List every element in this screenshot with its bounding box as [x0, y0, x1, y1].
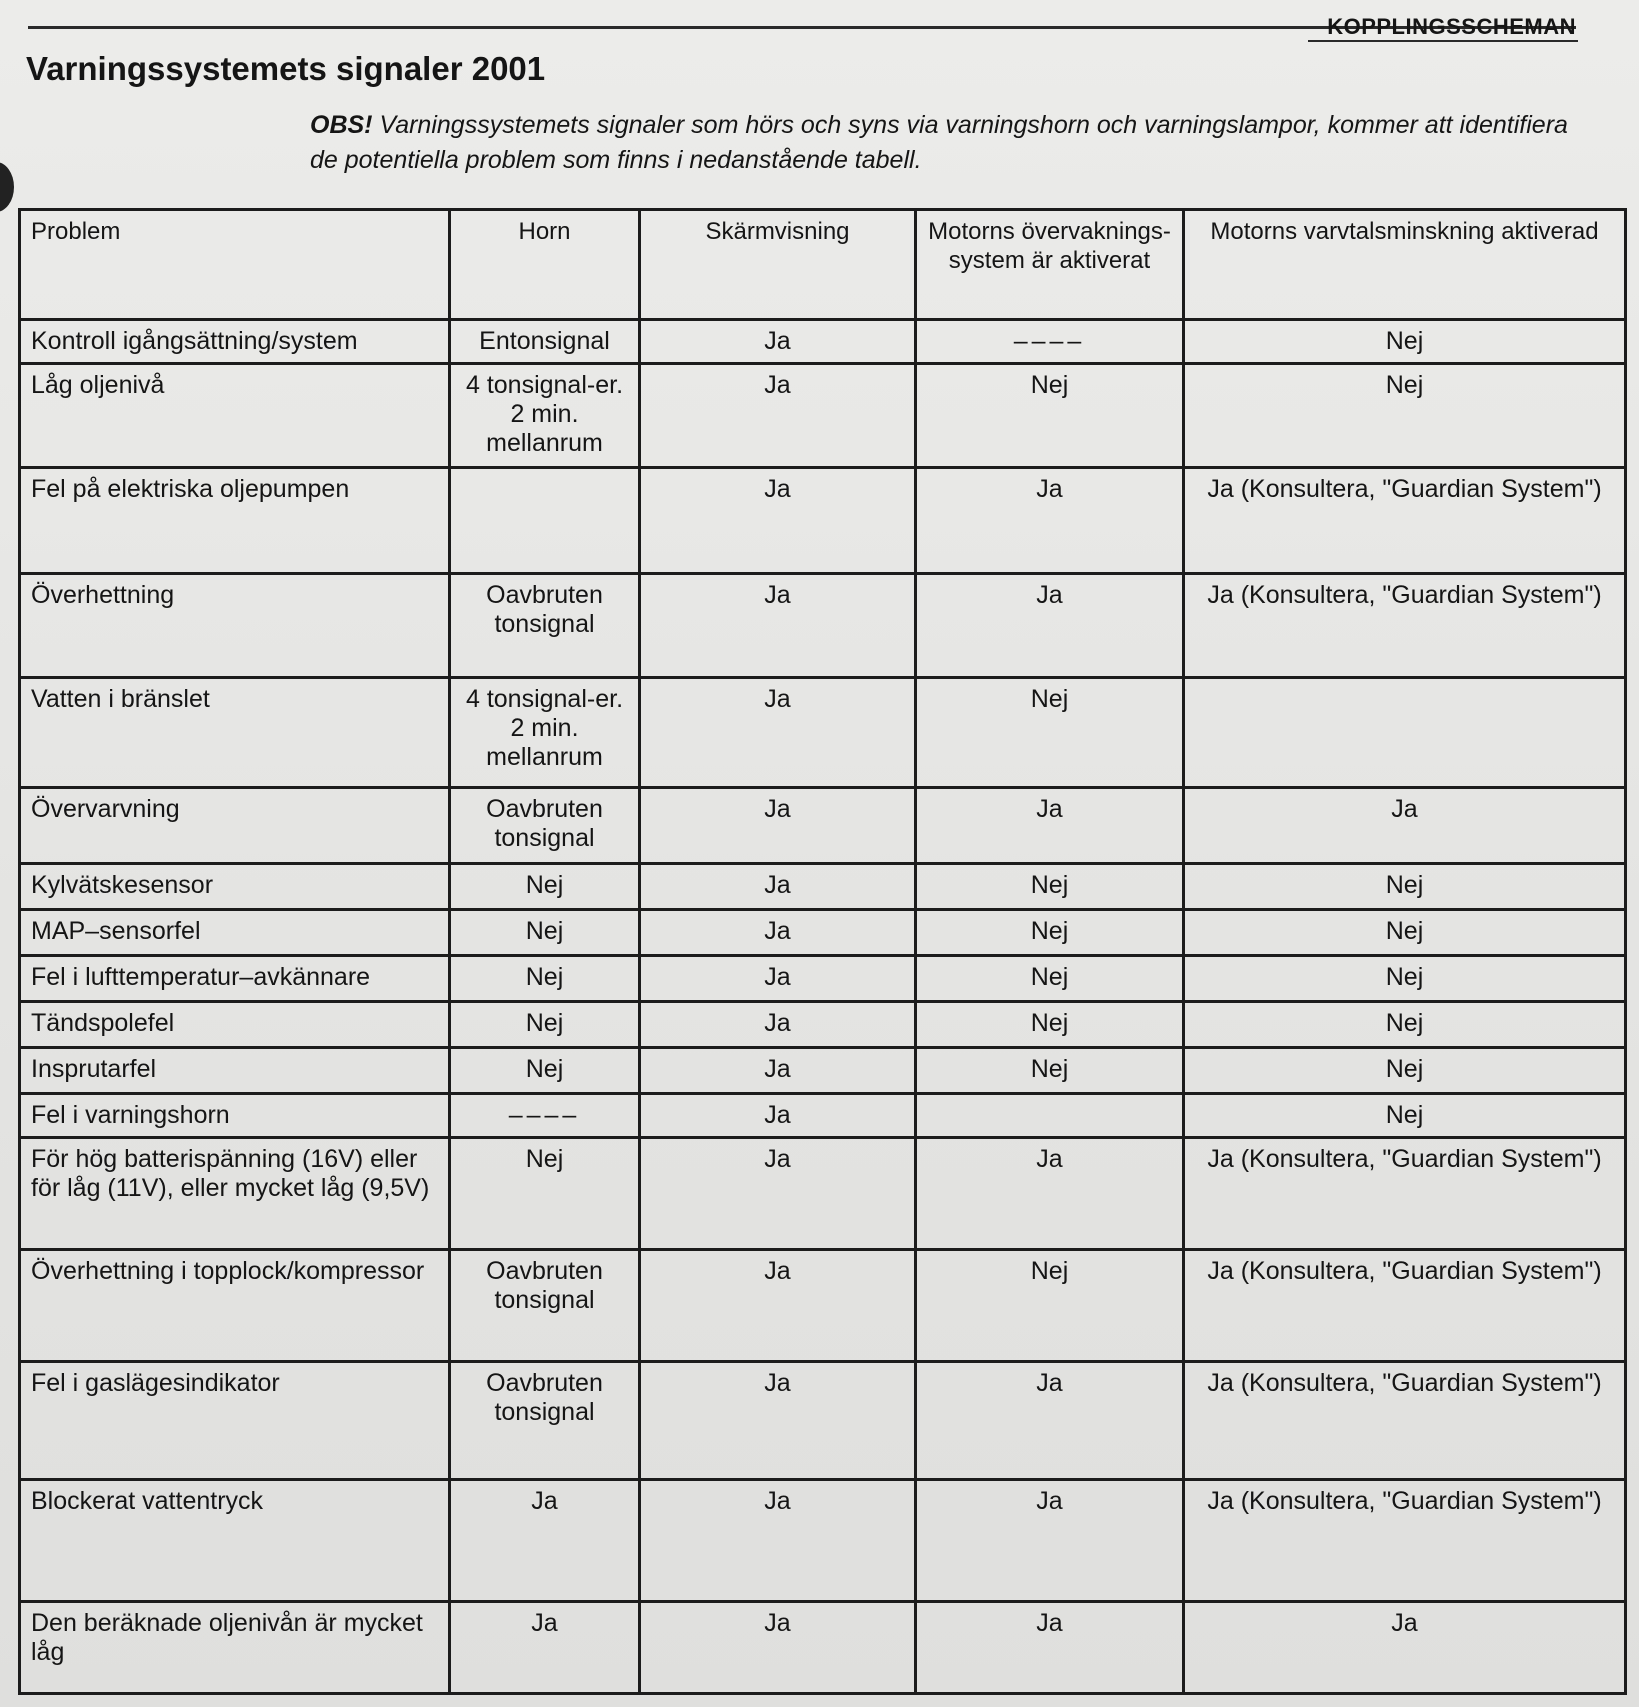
cell-horn: Nej: [450, 1048, 640, 1094]
cell-horn: Ja: [450, 1602, 640, 1694]
header-monitoring: Motorns övervaknings-system är aktiverat: [916, 210, 1184, 320]
section-label: KOPPLINGSSCHEMAN: [1327, 14, 1576, 39]
cell-rpm: Nej: [1184, 1002, 1626, 1048]
cell-problem: Fel i gaslägesindikator: [20, 1362, 450, 1480]
cell-monitoring: Ja: [916, 1362, 1184, 1480]
cell-horn: ––––: [450, 1094, 640, 1138]
cell-horn: Ja: [450, 1480, 640, 1602]
cell-display: Ja: [640, 1002, 916, 1048]
cell-horn: Oavbruten tonsignal: [450, 1362, 640, 1480]
cell-monitoring: Nej: [916, 678, 1184, 788]
table-row: [20, 574, 1626, 678]
cell-horn: Nej: [450, 910, 640, 956]
table-row: [20, 788, 1626, 864]
table-row: [20, 1480, 1626, 1602]
header-display: Skärmvisning: [640, 210, 916, 320]
cell-rpm: Nej: [1184, 910, 1626, 956]
cell-display: Ja: [640, 1250, 916, 1362]
cell-problem: Överhettning i topplock/kompressor: [20, 1250, 450, 1362]
cell-problem: MAP–sensorfel: [20, 910, 450, 956]
cell-problem: Insprutarfel: [20, 1048, 450, 1094]
cell-horn: Nej: [450, 864, 640, 910]
table-row: [20, 1138, 1626, 1250]
cell-horn: 4 tonsignal-er. 2 min. mellanrum: [450, 678, 640, 788]
cell-display: Ja: [640, 364, 916, 468]
cell-monitoring: Nej: [916, 1250, 1184, 1362]
page-edge-marker: [0, 162, 14, 212]
page-title: Varningssystemets signaler 2001: [26, 50, 546, 87]
cell-display: Ja: [640, 1362, 916, 1480]
cell-monitoring: Nej: [916, 1048, 1184, 1094]
table-row: [20, 1094, 1626, 1138]
cell-problem: Kontroll igångsättning/system: [20, 320, 450, 364]
header-problem: Problem: [20, 210, 450, 320]
cell-display: Ja: [640, 788, 916, 864]
cell-problem: Övervarvning: [20, 788, 450, 864]
cell-problem: Fel i lufttemperatur–avkännare: [20, 956, 450, 1002]
cell-display: Ja: [640, 678, 916, 788]
cell-monitoring: Ja: [916, 468, 1184, 574]
cell-problem: Vatten i bränslet: [20, 678, 450, 788]
cell-problem: Den beräknade oljenivån är mycket låg: [20, 1602, 450, 1694]
cell-horn: Nej: [450, 1138, 640, 1250]
cell-rpm: Nej: [1184, 1094, 1626, 1138]
obs-note-text: Varningssystemets signaler som hörs och syns via varningshorn och varningslampor, kommer att identifiera de potentiella problem som finns i nedanstående tabell.: [310, 111, 1568, 174]
cell-monitoring: Nej: [916, 956, 1184, 1002]
cell-monitoring: Nej: [916, 910, 1184, 956]
cell-monitoring: Nej: [916, 364, 1184, 468]
cell-rpm: Ja: [1184, 788, 1626, 864]
cell-rpm: Ja (Konsultera, "Guardian System"): [1184, 1362, 1626, 1480]
table-row: [20, 678, 1626, 788]
cell-rpm: Nej: [1184, 1048, 1626, 1094]
cell-monitoring: Ja: [916, 1602, 1184, 1694]
cell-monitoring: Nej: [916, 1002, 1184, 1048]
cell-display: Ja: [640, 910, 916, 956]
cell-problem: Tändspolefel: [20, 1002, 450, 1048]
warning-signal-table: [18, 208, 1627, 1695]
cell-rpm: Ja (Konsultera, "Guardian System"): [1184, 1480, 1626, 1602]
cell-display: Ja: [640, 956, 916, 1002]
cell-problem: Kylvätskesensor: [20, 864, 450, 910]
cell-monitoring: Ja: [916, 788, 1184, 864]
section-label-underline: [1308, 40, 1578, 42]
table-row: [20, 364, 1626, 468]
cell-rpm: Nej: [1184, 956, 1626, 1002]
cell-rpm: [1184, 678, 1626, 788]
cell-rpm: Ja (Konsultera, "Guardian System"): [1184, 1250, 1626, 1362]
cell-display: Ja: [640, 1094, 916, 1138]
table-row: [20, 910, 1626, 956]
table-row: [20, 468, 1626, 574]
cell-rpm: Nej: [1184, 364, 1626, 468]
obs-note-lead: OBS!: [310, 111, 373, 139]
cell-rpm: Nej: [1184, 320, 1626, 364]
cell-horn: Nej: [450, 1002, 640, 1048]
cell-problem: Fel i varningshorn: [20, 1094, 450, 1138]
obs-note: [310, 108, 1580, 178]
cell-horn: 4 tonsignal-er. 2 min. mellanrum: [450, 364, 640, 468]
cell-display: Ja: [640, 320, 916, 364]
header-horn: Horn: [450, 210, 640, 320]
cell-problem: För hög batterispänning (16V) eller för låg (11V), eller mycket låg (9,5V): [20, 1138, 450, 1250]
cell-horn: Oavbruten tonsignal: [450, 574, 640, 678]
table-row: [20, 1362, 1626, 1480]
cell-problem: Överhettning: [20, 574, 450, 678]
header-rpm-reduction: Motorns varvtalsminskning aktiverad: [1184, 210, 1626, 320]
cell-monitoring: Ja: [916, 1138, 1184, 1250]
cell-monitoring: [916, 1094, 1184, 1138]
cell-rpm: Nej: [1184, 864, 1626, 910]
table-row: [20, 1602, 1626, 1694]
table-row: [20, 956, 1626, 1002]
cell-display: Ja: [640, 1048, 916, 1094]
cell-horn: Nej: [450, 956, 640, 1002]
cell-problem: Låg oljenivå: [20, 364, 450, 468]
table-header-row: [20, 210, 1626, 320]
cell-horn: Oavbruten tonsignal: [450, 1250, 640, 1362]
cell-display: Ja: [640, 1602, 916, 1694]
cell-rpm: Ja (Konsultera, "Guardian System"): [1184, 1138, 1626, 1250]
cell-display: Ja: [640, 1480, 916, 1602]
cell-rpm: Ja (Konsultera, "Guardian System"): [1184, 574, 1626, 678]
cell-rpm: Ja: [1184, 1602, 1626, 1694]
table-row: [20, 864, 1626, 910]
cell-rpm: Ja (Konsultera, "Guardian System"): [1184, 468, 1626, 574]
table-row: [20, 1002, 1626, 1048]
cell-monitoring: Ja: [916, 574, 1184, 678]
cell-monitoring: ––––: [916, 320, 1184, 364]
cell-display: Ja: [640, 864, 916, 910]
cell-horn: Oavbruten tonsignal: [450, 788, 640, 864]
cell-horn: Entonsignal: [450, 320, 640, 364]
cell-display: Ja: [640, 468, 916, 574]
table-row: [20, 1250, 1626, 1362]
table-row: [20, 1048, 1626, 1094]
cell-horn: [450, 468, 640, 574]
cell-monitoring: Ja: [916, 1480, 1184, 1602]
table-row: [20, 320, 1626, 364]
cell-monitoring: Nej: [916, 864, 1184, 910]
cell-problem: Blockerat vattentryck: [20, 1480, 450, 1602]
cell-problem: Fel på elektriska oljepumpen: [20, 468, 450, 574]
cell-display: Ja: [640, 1138, 916, 1250]
cell-display: Ja: [640, 574, 916, 678]
